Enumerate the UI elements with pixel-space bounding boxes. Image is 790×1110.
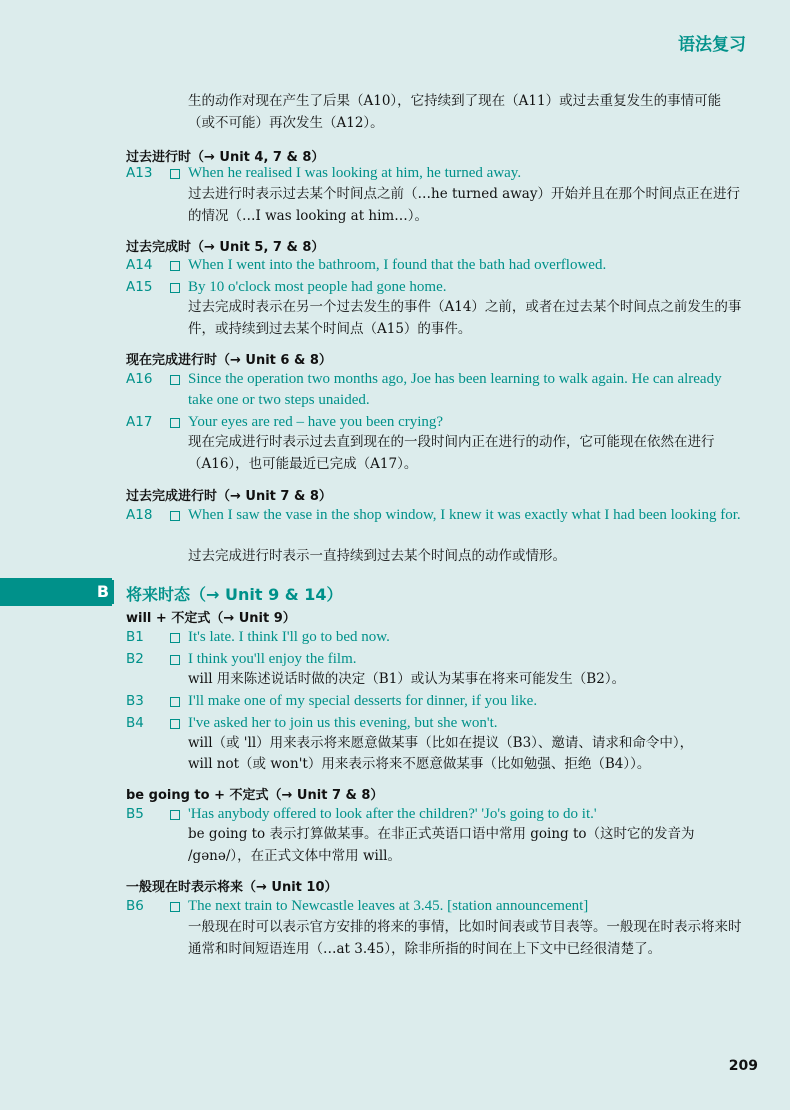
section-b-title: 将来时态（→ Unit 9 & 14） — [126, 585, 343, 604]
subheading-will: will + 不定式（→ Unit 9） — [126, 611, 296, 626]
explanation-note: will 用来陈述说话时做的决定（B1）或认为某事在将来可能发生（B2）。 — [188, 671, 626, 687]
checkbox-icon — [170, 283, 180, 293]
checkbox-icon — [170, 697, 180, 707]
subheading-past-perfect-continuous: 过去完成进行时（→ Unit 7 & 8） — [126, 489, 332, 504]
page-number: 209 — [728, 1058, 758, 1074]
subheading-present-simple-future: 一般现在时表示将来（→ Unit 10） — [126, 880, 338, 895]
checkbox-icon — [170, 902, 180, 912]
example-code: A16 — [126, 371, 153, 387]
explanation-note: 过去进行时表示过去某个时间点之前（…he turned away）开始并且在那个时间点正在进行的情况（…I was looking at him…）。 — [188, 186, 740, 224]
subheading-past-continuous: 过去进行时（→ Unit 4, 7 & 8） — [126, 150, 325, 165]
example-text: When I went into the bathroom, I found that the bath had overflowed. — [188, 257, 607, 273]
subheading-present-perfect-continuous: 现在完成进行时（→ Unit 6 & 8） — [126, 353, 332, 368]
checkbox-icon — [170, 418, 180, 428]
example-code: B1 — [126, 629, 144, 645]
example-text: I've asked her to join us this evening, but she won't. — [188, 715, 498, 731]
example-code: A15 — [126, 279, 153, 295]
example-text: By 10 o'clock most people had gone home. — [188, 279, 447, 295]
example-code: B3 — [126, 693, 144, 709]
section-b-letter: B — [92, 580, 114, 604]
explanation-note: 现在完成进行时表示过去直到现在的一段时间内正在进行的动作，它可能现在依然在进行（A16），也可能最近已完成（A17）。 — [188, 434, 715, 472]
explanation-note: 过去完成进行时表示一直持续到过去某个时间点的动作或情形。 — [188, 548, 566, 564]
checkbox-icon — [170, 655, 180, 665]
subheading-past-perfect: 过去完成时（→ Unit 5, 7 & 8） — [126, 240, 325, 255]
explanation-note: be going to 表示打算做某事。在非正式英语口语中常用 going to（这时它的发音为 /gənə/），在正式文体中常用 will。 — [188, 826, 695, 864]
example-text: I think you'll enjoy the film. — [188, 651, 357, 667]
subheading-be-going-to: be going to + 不定式（→ Unit 7 & 8） — [126, 788, 384, 803]
example-text: It's late. I think I'll go to bed now. — [188, 629, 390, 645]
explanation-note: will not（或 won't）用来表示将来不愿意做某事（比如勉强、拒绝（B4））。 — [188, 756, 651, 772]
example-text: Your eyes are red – have you been crying? — [188, 414, 444, 430]
example-code: A18 — [126, 507, 153, 523]
checkbox-icon — [170, 169, 180, 179]
intro-paragraph: 生的动作对现在产生了后果（A10），它持续到了现在（A11）或过去重复发生的事情可能（或不可能）再次发生（A12）。 — [188, 93, 722, 131]
explanation-note: will（或 'll）用来表示将来愿意做某事（比如在提议（B3）、邀请、请求和命令中）， — [188, 735, 694, 751]
explanation-note: 一般现在时可以表示官方安排的将来的事情，比如时间表或节目表等。一般现在时表示将来时通常和时间短语连用（…at 3.45），除非所指的时间在上下文中已经很清楚了。 — [188, 919, 742, 957]
checkbox-icon — [170, 511, 180, 521]
example-text: 'Has anybody offered to look after the children?' 'Jo's going to do it.' — [188, 806, 597, 822]
example-text: Since the operation two months ago, Joe has been learning to walk again. He can already take one or two steps unaided. — [188, 371, 722, 408]
example-code: A13 — [126, 165, 153, 181]
example-code: B2 — [126, 651, 144, 667]
example-text: When I saw the vase in the shop window, I knew it was exactly what I had been looking for. — [188, 507, 741, 523]
explanation-note: 过去完成时表示在另一个过去发生的事件（A14）之前，或者在过去某个时间点之前发生的事件，或持续到过去某个时间点（A15）的事件。 — [188, 299, 742, 337]
example-code: A14 — [126, 257, 153, 273]
example-text: I'll make one of my special desserts for dinner, if you like. — [188, 693, 538, 709]
checkbox-icon — [170, 810, 180, 820]
section-title: 语法复习 — [678, 35, 746, 55]
example-code: A17 — [126, 414, 153, 430]
example-code: B4 — [126, 715, 144, 731]
example-text: When he realised I was looking at him, he turned away. — [188, 165, 522, 181]
example-code: B5 — [126, 806, 144, 822]
checkbox-icon — [170, 375, 180, 385]
example-text: The next train to Newcastle leaves at 3.45. [station announcement] — [188, 898, 589, 914]
example-code: B6 — [126, 898, 144, 914]
checkbox-icon — [170, 633, 180, 643]
checkbox-icon — [170, 719, 180, 729]
checkbox-icon — [170, 261, 180, 271]
